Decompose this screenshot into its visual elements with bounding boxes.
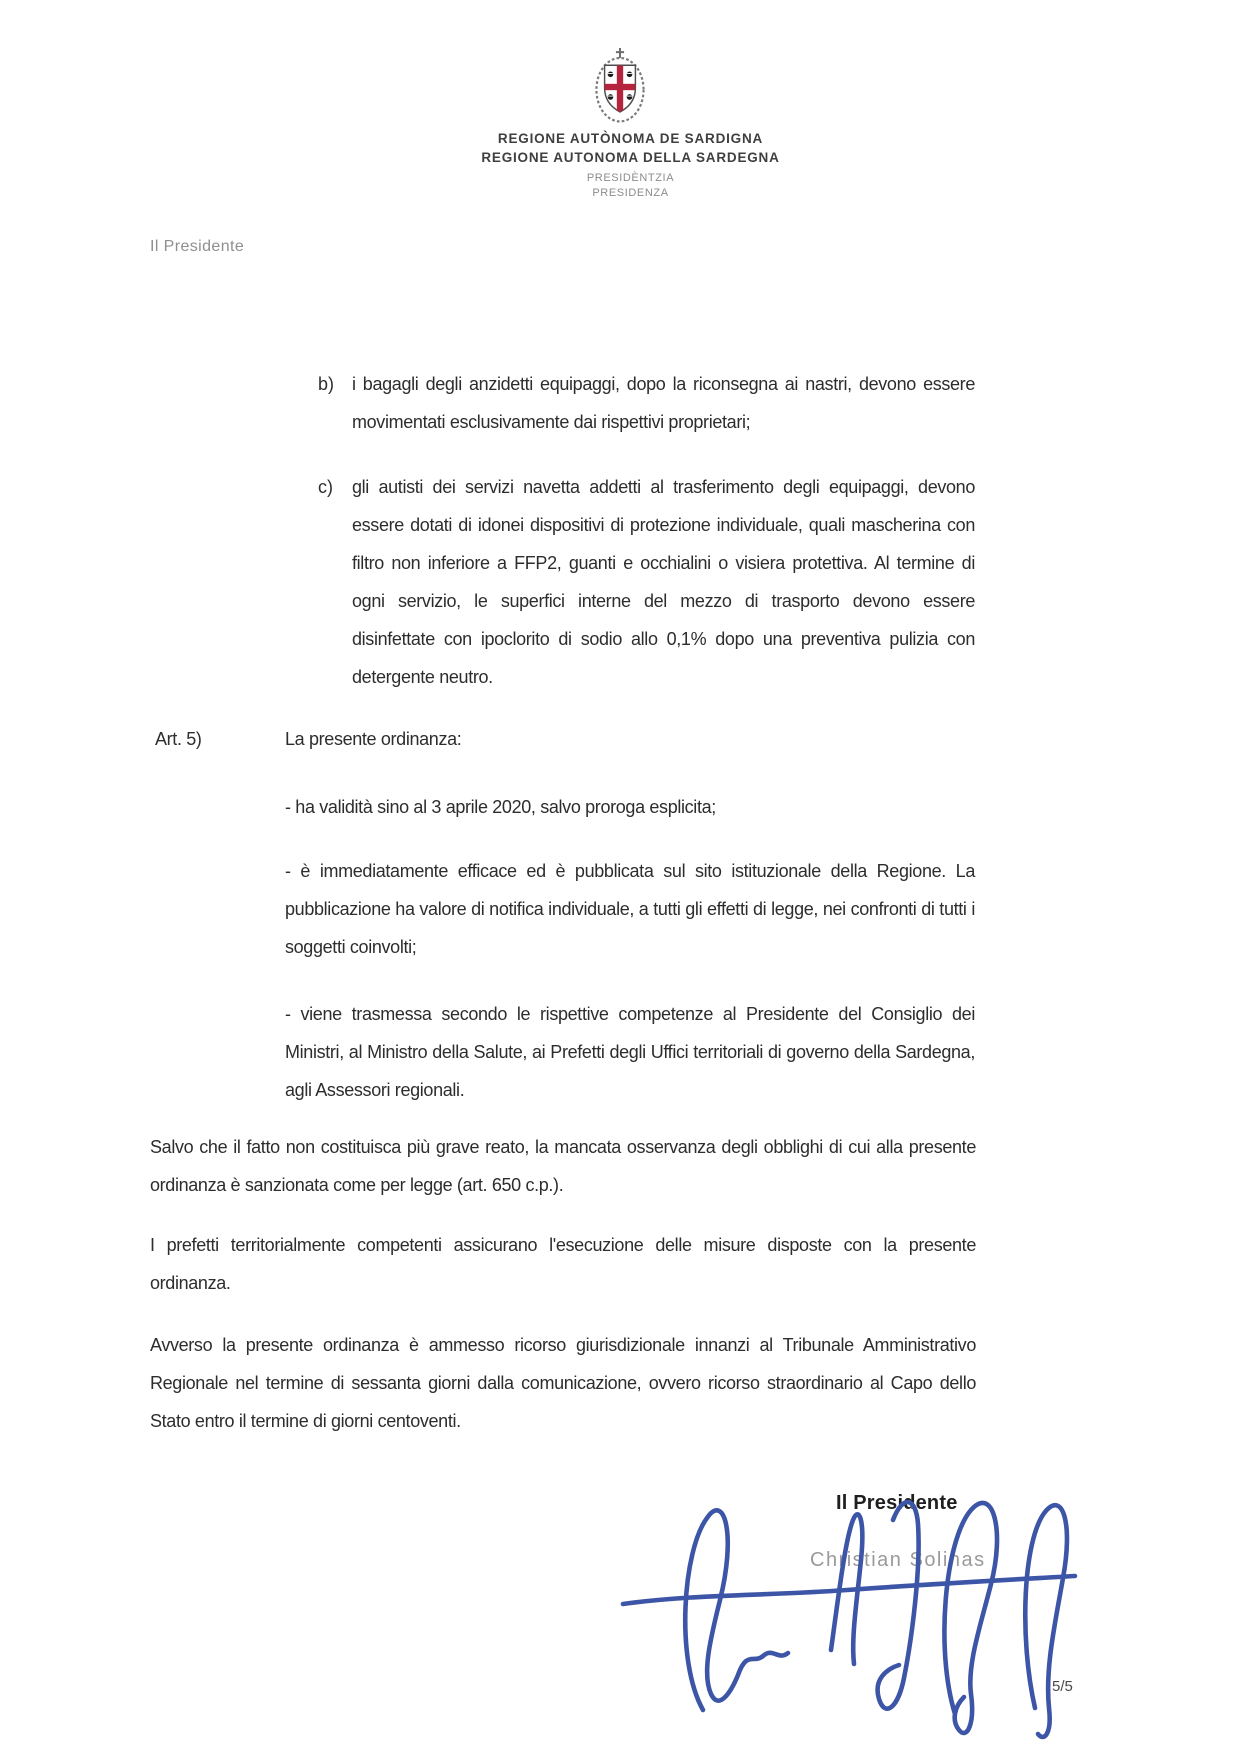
list-marker-b: b) <box>318 374 335 394</box>
list-marker-c: c) <box>318 477 333 497</box>
article-point-validity: - ha validità sino al 3 aprile 2020, salvo proroga esplicita; <box>285 797 716 817</box>
list-item-c <box>318 468 975 696</box>
signature-printed-name: Christian Solinas <box>810 1549 986 1571</box>
article-5-intro: La presente ordinanza: <box>285 729 462 749</box>
sardinia-crest-icon <box>591 46 649 133</box>
article-5-label: Art. 5) <box>155 729 202 749</box>
page-number: 5/5 <box>1052 1678 1073 1695</box>
list-text-b: i bagagli degli anzidetti equipaggi, dopo la riconsegna ai nastri, devono essere movimentati esclusivamente dai rispettivi proprietari; <box>352 374 975 432</box>
signature-ink <box>615 1478 1085 1748</box>
signature-title: Il Presidente <box>836 1492 958 1514</box>
list-item-b <box>318 365 975 441</box>
article-point-publication: - è immediatamente efficace ed è pubblicata sul sito istituzionale della Regione. La pubblicazione ha valore di notifica individuale, a tutti gli effetti di legge, nei confronti di tutti i soggetti coinvolti; <box>285 861 975 957</box>
dept-name-italian: PRESIDENZA <box>592 187 669 199</box>
org-name-sardinian: REGIONE AUTÒNOMA DE SARDIGNA <box>497 131 764 146</box>
org-name-italian: REGIONE AUTONOMA DELLA SARDEGNA <box>481 150 780 165</box>
paragraph-sanctions: Salvo che il fatto non costituisca più grave reato, la mancata osservanza degli obblighi di cui alla presente ordinanza è sanzionata come per legge (art. 650 c.p.). <box>150 1137 976 1195</box>
sender-title-label: Il Presidente <box>150 238 245 255</box>
paragraph-prefects: I prefetti territorialmente competenti assicurano l'esecuzione delle misure disposte con la presente ordinanza. <box>150 1235 976 1293</box>
list-text-c: gli autisti dei servizi navetta addetti al trasferimento degli equipaggi, devono essere dotati di idonei dispositivi di protezione individuale, quali mascherina con filtro non inferiore a FFP2, guanti e occhialini o visiera protettiva. Al termine di ogni servizio, le superfici interne del mezzo di trasporto devono essere disinfettate con ipoclorito di sodio allo 0,1% dopo una preventiva pulizia con detergente neutro. <box>352 477 975 687</box>
dept-name-sardinian: PRESIDÈNTZIA <box>586 172 675 184</box>
paragraph-appeal: Avverso la presente ordinanza è ammesso ricorso giurisdizionale innanzi al Tribunale Amministrativo Regionale nel termine di sessanta giorni dalla comunicazione, ovvero ricorso straordinario al Capo dello Stato entro il termine di giorni centoventi. <box>150 1335 976 1431</box>
article-point-transmission: - viene trasmessa secondo le rispettive competenze al Presidente del Consiglio dei Ministri, al Ministro della Salute, ai Prefetti degli Uffici territoriali di governo della Sardegna, agli Assessori regionali. <box>285 1004 975 1100</box>
